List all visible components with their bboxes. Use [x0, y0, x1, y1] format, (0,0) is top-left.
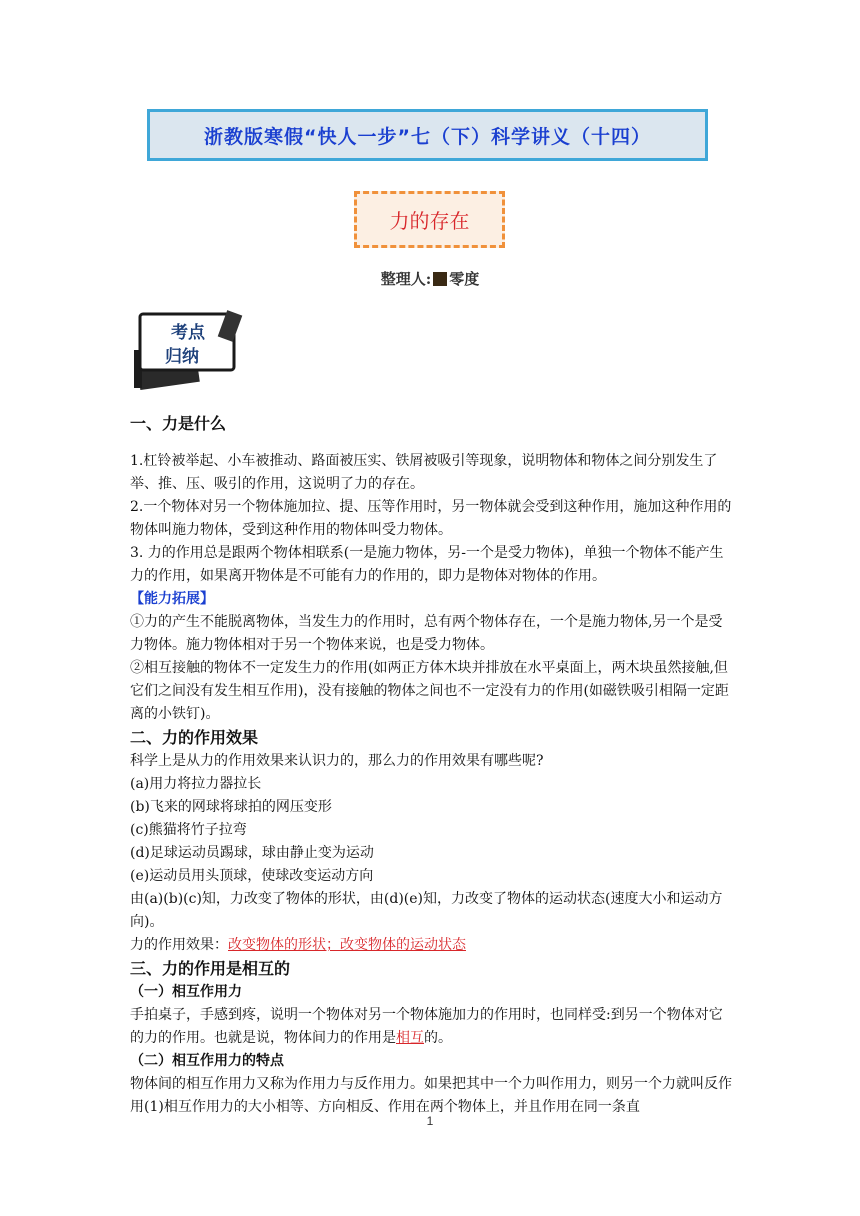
- s2-item-c: (c)熊猫将竹子拉弯: [130, 822, 247, 838]
- key-points-badge: [130, 310, 245, 390]
- s1-paragraph-2: 2.一个物体对另一个物体施加拉、提、压等作用时，另一物体就会受到这种作用，施加这种作用的物体叫施力物体，受到这种作用的物体叫受力物体。: [130, 499, 732, 538]
- s2-item-a: (a)用力将拉力器拉长: [130, 776, 262, 792]
- s3-p1-text: 手拍桌子，手感到疼，说明一个物体对另一个物体施加力的作用时，也同样受:到另一个物体对它的力的作用。也就是说，物体间力的作用是: [130, 1007, 723, 1046]
- document-title-box: [147, 109, 708, 161]
- s2-effect-value: 改变物体的形状；改变物体的运动状态: [228, 937, 466, 953]
- badge-line1: 考点: [171, 323, 205, 343]
- compiler-label: 整理人:: [380, 270, 432, 288]
- s2-intro: 科学上是从力的作用效果来认识力的，那么力的作用效果有哪些呢?: [130, 753, 544, 769]
- document-title: 浙教版寒假“快人一步”七（下）科学讲义（十四）: [204, 125, 651, 148]
- section-1-heading: 一、力是什么: [130, 414, 227, 433]
- s3-subheading-2: （二）相互作用力的特点: [130, 1053, 284, 1069]
- s1-paragraph-1: 1.杠铃被举起、小车被推动、路面被压实、铁屑被吸引等现象，说明物体和物体之间分别发生了举、推、压、吸引的作用，这说明了力的存在。: [130, 453, 718, 492]
- s1-paragraph-3: 3. 力的作用总是跟两个物体相联系(一是施力物体，另-一个是受力物体)，单独一个物体不能产生力的作用，如果离开物体是不可能有力的作用的，即力是物体对物体的作用。: [130, 545, 724, 584]
- s3-p1-highlight: 相互: [396, 1030, 424, 1046]
- section-3-heading: 三、力的作用是相互的: [130, 959, 291, 978]
- compiler-name: 零度: [449, 270, 480, 288]
- compiler-line: [0, 268, 860, 289]
- section-2-heading: 二、力的作用效果: [130, 728, 259, 747]
- s2-effect-line: [130, 934, 732, 957]
- s2-item-b: (b)飞来的网球将球拍的网压变形: [130, 799, 332, 815]
- s3-p1-end: 的。: [424, 1030, 452, 1046]
- page-number: 1: [426, 1114, 434, 1128]
- content-body: [130, 412, 732, 1119]
- badge-line2: 归纳: [165, 347, 199, 367]
- s1-extension-2: ②相互接触的物体不一定发生力的作用(如两正方体木块并排放在水平桌面上，两木块虽然接触,但它们之间没有发生相互作用)，没有接触的物体之间也不一定没有力的作用(如磁铁吸引相隔一定距离的小铁钉)。: [130, 660, 729, 722]
- s3-subheading-1: （一）相互作用力: [130, 984, 242, 1000]
- s2-item-e: (e)运动员用头顶球，使球改变运动方向: [130, 868, 374, 884]
- s2-summary: 由(a)(b)(c)知，力改变了物体的形状，由(d)(e)知，力改变了物体的运动状态(速度大小和运动方向)。: [130, 891, 723, 930]
- s3-paragraph-2: 物体间的相互作用力又称为作用力与反作用力。如果把其中一个力叫作用力，则另一个力就叫反作用(1)相互作用力的大小相等、方向相反、作用在两个物体上，并且作用在同一条直: [130, 1076, 732, 1115]
- s1-extension-1: ①力的产生不能脱离物体，当发生力的作用时，总有两个物体存在，一个是施力物体,另一个是受力物体。施力物体相对于另一个物体来说，也是受力物体。: [130, 614, 723, 653]
- topic-title: 力的存在: [389, 209, 470, 233]
- s2-item-d: (d)足球运动员踢球，球由静止变为运动: [130, 845, 374, 861]
- s3-paragraph-1: [130, 1004, 732, 1050]
- s2-effect-label: 力的作用效果：: [130, 937, 228, 953]
- compiler-avatar-icon: [433, 272, 447, 286]
- topic-title-box: [354, 191, 505, 248]
- ability-extension-label: 【能力拓展】: [130, 591, 214, 607]
